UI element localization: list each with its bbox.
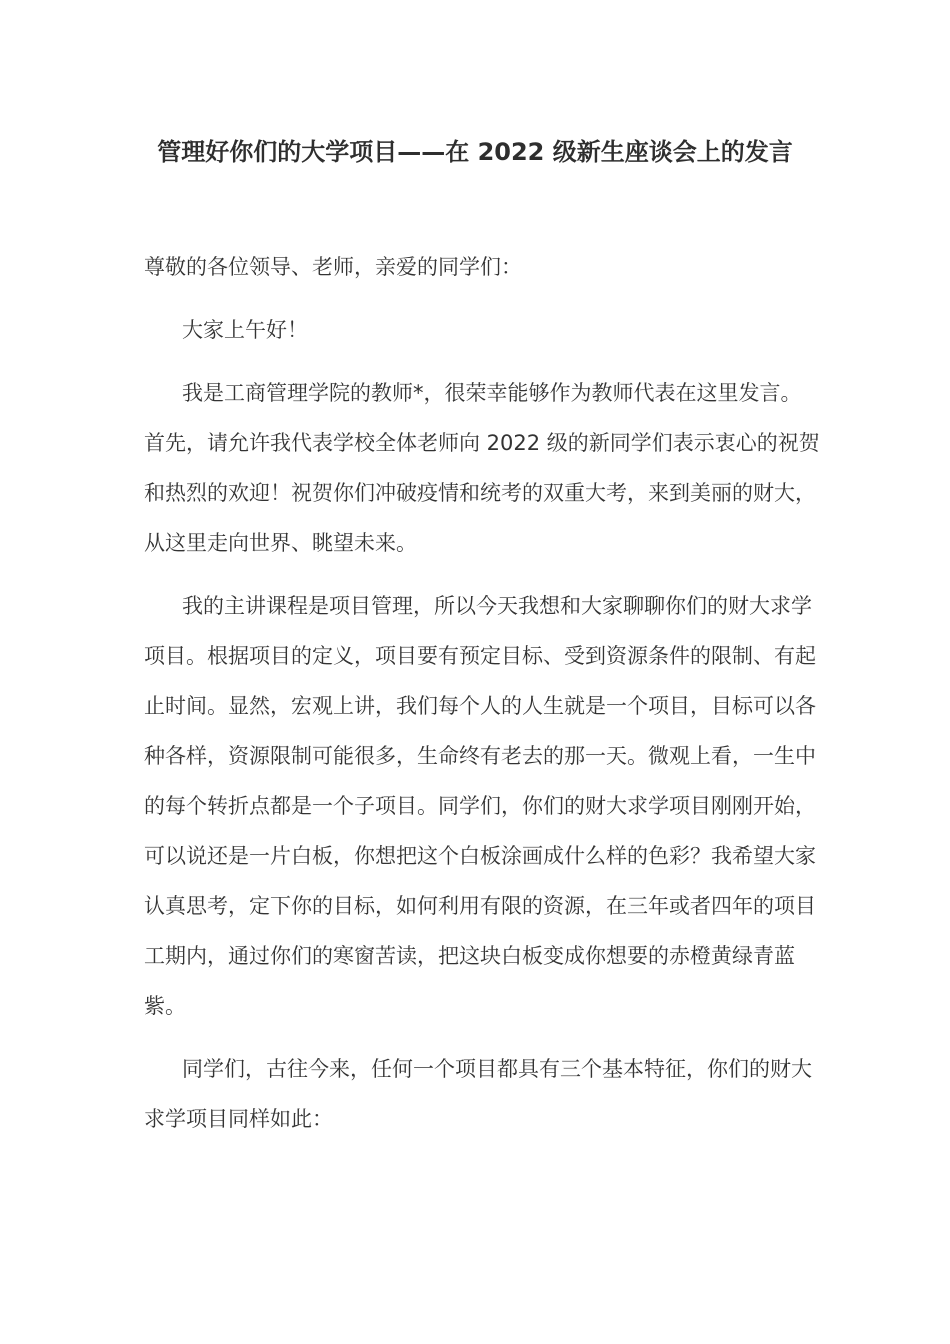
paragraph-introduction: 我是工商管理学院的教师*，很荣幸能够作为教师代表在这里发言。首先，请允许我代表学校全体老师向 2022 级的新同学们表示衷心的祝贺和热烈的欢迎！祝贺你们冲破疫情和统考的双重大考，来到美丽的财大，从这里走向世界、眺望未来。 bbox=[144, 381, 820, 555]
document-title: 管理好你们的大学项目——在 2022 级新生座谈会上的发言 bbox=[157, 138, 793, 166]
paragraph-project-management: 我的主讲课程是项目管理，所以今天我想和大家聊聊你们的财大求学项目。根据项目的定义，项目要有预定目标、受到资源条件的限制、有起止时间。显然，宏观上讲，我们每个人的人生就是一个项目，目标可以各种各样，资源限制可能很多，生命终有老去的那一天。微观上看，一生中的每个转折点都是一个子项目。同学们，你们的财大求学项目刚刚开始，可以说还是一片白板，你想把这个白板涂画成什么样的色彩？我希望大家认真思考，定下你的目标，如何利用有限的资源，在三年或者四年的项目工期内，通过你们的寒窗苦读，把这块白板变成你想要的赤橙黄绿青蓝紫。 bbox=[144, 594, 816, 1018]
paragraph-greeting: 大家上午好！ bbox=[182, 318, 308, 342]
paragraph-three-features: 同学们，古往今来，任何一个项目都具有三个基本特征，你们的财大求学项目同样如此： bbox=[144, 1057, 812, 1131]
document-body bbox=[144, 242, 820, 1157]
salutation: 尊敬的各位领导、老师，亲爱的同学们： bbox=[144, 255, 522, 279]
